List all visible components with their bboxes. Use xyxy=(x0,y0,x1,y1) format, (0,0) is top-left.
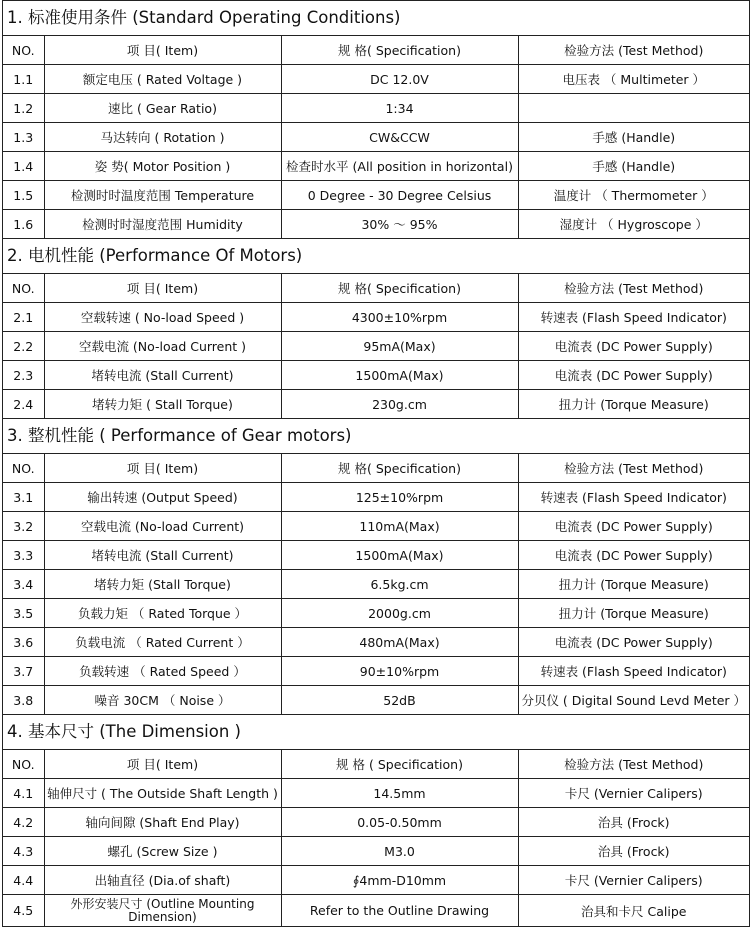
cell-method: 扭力计 (Torque Measure) xyxy=(518,570,749,599)
cell-no: 1.1 xyxy=(3,65,44,94)
cell-spec: 125±10%rpm xyxy=(281,483,518,512)
table-row xyxy=(3,210,749,239)
cell-item: 堵转电流 (Stall Current) xyxy=(44,361,281,390)
cell-spec: 1:34 xyxy=(281,94,518,123)
cell-spec: 30% ～ 95% xyxy=(281,210,518,239)
cell-spec: 检查时水平 (All position in horizontal) xyxy=(281,152,518,181)
cell-spec: Refer to the Outline Drawing xyxy=(281,895,518,927)
cell-spec: 1500mA(Max) xyxy=(281,361,518,390)
header-cell: NO. xyxy=(3,454,44,483)
cell-spec: M3.0 xyxy=(281,837,518,866)
cell-no: 3.8 xyxy=(3,686,44,715)
cell-item: 负载力矩 （ Rated Torque ） xyxy=(44,599,281,628)
spec-sheet xyxy=(2,0,750,927)
cell-no: 4.5 xyxy=(3,895,44,927)
cell-item: 轴向间隙 (Shaft End Play) xyxy=(44,808,281,837)
header-cell: NO. xyxy=(3,36,44,65)
table-row xyxy=(3,181,749,210)
spec-table xyxy=(3,274,749,419)
cell-item: 堵转电流 (Stall Current) xyxy=(44,541,281,570)
section-title: 3. 整机性能 ( Performance of Gear motors) xyxy=(3,419,749,454)
spec-table xyxy=(3,454,749,715)
cell-no: 3.1 xyxy=(3,483,44,512)
header-cell: 项 目( Item) xyxy=(44,454,281,483)
cell-no: 4.1 xyxy=(3,779,44,808)
table-row xyxy=(3,390,749,419)
cell-method: 卡尺 (Vernier Calipers) xyxy=(518,866,749,895)
cell-no: 3.5 xyxy=(3,599,44,628)
header-cell: 规 格( Specification) xyxy=(281,454,518,483)
table-header-row xyxy=(3,750,749,779)
cell-spec: ∮4mm-D10mm xyxy=(281,866,518,895)
table-row xyxy=(3,779,749,808)
table-row xyxy=(3,837,749,866)
cell-item: 噪音 30CM （ Noise ） xyxy=(44,686,281,715)
cell-method: 转速表 (Flash Speed Indicator) xyxy=(518,303,749,332)
cell-spec: 230g.cm xyxy=(281,390,518,419)
table-row xyxy=(3,570,749,599)
cell-item: 堵转力矩 ( Stall Torque) xyxy=(44,390,281,419)
cell-no: 1.3 xyxy=(3,123,44,152)
cell-no: 3.3 xyxy=(3,541,44,570)
cell-method: 手感 (Handle) xyxy=(518,152,749,181)
cell-item: 速比 ( Gear Ratio) xyxy=(44,94,281,123)
table-row xyxy=(3,512,749,541)
table-row xyxy=(3,628,749,657)
header-cell: NO. xyxy=(3,274,44,303)
cell-method xyxy=(518,94,749,123)
cell-method: 扭力计 (Torque Measure) xyxy=(518,599,749,628)
cell-item: 空载电流 (No-load Current) xyxy=(44,512,281,541)
table-row xyxy=(3,808,749,837)
cell-spec: DC 12.0V xyxy=(281,65,518,94)
cell-no: 2.3 xyxy=(3,361,44,390)
cell-spec: 480mA(Max) xyxy=(281,628,518,657)
table-row xyxy=(3,361,749,390)
cell-spec: 6.5kg.cm xyxy=(281,570,518,599)
table-header-row xyxy=(3,36,749,65)
cell-item: 输出转速 (Output Speed) xyxy=(44,483,281,512)
cell-no: 1.2 xyxy=(3,94,44,123)
cell-no: 3.4 xyxy=(3,570,44,599)
header-cell: 项 目( Item) xyxy=(44,36,281,65)
table-row xyxy=(3,895,749,927)
cell-spec: 2000g.cm xyxy=(281,599,518,628)
cell-item: 螺孔 (Screw Size ) xyxy=(44,837,281,866)
table-row xyxy=(3,152,749,181)
header-cell: 检验方法 (Test Method) xyxy=(518,750,749,779)
cell-no: 4.3 xyxy=(3,837,44,866)
cell-method: 治具 (Frock) xyxy=(518,837,749,866)
cell-spec: 90±10%rpm xyxy=(281,657,518,686)
table-row xyxy=(3,599,749,628)
cell-method: 治具和卡尺 Calipe xyxy=(518,895,749,927)
cell-spec: 110mA(Max) xyxy=(281,512,518,541)
table-row xyxy=(3,65,749,94)
table-row xyxy=(3,686,749,715)
cell-no: 1.4 xyxy=(3,152,44,181)
cell-method: 电流表 (DC Power Supply) xyxy=(518,628,749,657)
header-cell: 检验方法 (Test Method) xyxy=(518,274,749,303)
cell-item: 轴伸尺寸 ( The Outside Shaft Length ) xyxy=(44,779,281,808)
cell-no: 4.4 xyxy=(3,866,44,895)
cell-no: 1.6 xyxy=(3,210,44,239)
table-row xyxy=(3,541,749,570)
cell-spec: CW&CCW xyxy=(281,123,518,152)
header-cell: 规 格 ( Specification) xyxy=(281,750,518,779)
table-row xyxy=(3,657,749,686)
header-cell: 项 目( Item) xyxy=(44,750,281,779)
cell-no: 2.4 xyxy=(3,390,44,419)
cell-method: 手感 (Handle) xyxy=(518,123,749,152)
section-title: 2. 电机性能 (Performance Of Motors) xyxy=(3,239,749,274)
cell-item: 马达转向 ( Rotation ) xyxy=(44,123,281,152)
header-cell: 检验方法 (Test Method) xyxy=(518,36,749,65)
cell-item: 出轴直径 (Dia.of shaft) xyxy=(44,866,281,895)
cell-no: 2.2 xyxy=(3,332,44,361)
spec-table xyxy=(3,36,749,239)
header-cell: 检验方法 (Test Method) xyxy=(518,454,749,483)
cell-no: 3.6 xyxy=(3,628,44,657)
cell-no: 3.7 xyxy=(3,657,44,686)
cell-no: 1.5 xyxy=(3,181,44,210)
cell-item: 检测时时湿度范围 Humidity xyxy=(44,210,281,239)
cell-spec: 0 Degree - 30 Degree Celsius xyxy=(281,181,518,210)
table-row xyxy=(3,123,749,152)
cell-method: 电流表 (DC Power Supply) xyxy=(518,512,749,541)
cell-no: 3.2 xyxy=(3,512,44,541)
table-row xyxy=(3,303,749,332)
cell-item: 检测时时温度范围 Temperature xyxy=(44,181,281,210)
cell-spec: 52dB xyxy=(281,686,518,715)
cell-method: 电流表 (DC Power Supply) xyxy=(518,332,749,361)
header-cell: 项 目( Item) xyxy=(44,274,281,303)
header-cell: 规 格( Specification) xyxy=(281,274,518,303)
cell-method: 扭力计 (Torque Measure) xyxy=(518,390,749,419)
cell-method: 治具 (Frock) xyxy=(518,808,749,837)
cell-spec: 1500mA(Max) xyxy=(281,541,518,570)
spec-table xyxy=(3,750,749,926)
cell-spec: 14.5mm xyxy=(281,779,518,808)
header-cell: NO. xyxy=(3,750,44,779)
cell-method: 电流表 (DC Power Supply) xyxy=(518,541,749,570)
header-cell: 规 格( Specification) xyxy=(281,36,518,65)
cell-spec: 0.05-0.50mm xyxy=(281,808,518,837)
cell-item: 负载转速 （ Rated Speed ） xyxy=(44,657,281,686)
cell-method: 电压表 （ Multimeter ） xyxy=(518,65,749,94)
cell-item: 外形安装尺寸 (Outline Mounting Dimension) xyxy=(44,895,281,927)
cell-item: 负载电流 （ Rated Current ） xyxy=(44,628,281,657)
section-title: 4. 基本尺寸 (The Dimension ) xyxy=(3,715,749,750)
cell-method: 转速表 (Flash Speed Indicator) xyxy=(518,483,749,512)
table-row xyxy=(3,332,749,361)
table-row xyxy=(3,866,749,895)
cell-method: 温度计 （ Thermometer ） xyxy=(518,181,749,210)
cell-spec: 95mA(Max) xyxy=(281,332,518,361)
cell-method: 电流表 (DC Power Supply) xyxy=(518,361,749,390)
cell-spec: 4300±10%rpm xyxy=(281,303,518,332)
cell-method: 分贝仪 ( Digital Sound Levd Meter ） xyxy=(518,686,749,715)
table-header-row xyxy=(3,274,749,303)
cell-method: 卡尺 (Vernier Calipers) xyxy=(518,779,749,808)
cell-no: 2.1 xyxy=(3,303,44,332)
cell-item: 空载电流 (No-load Current ) xyxy=(44,332,281,361)
cell-method: 转速表 (Flash Speed Indicator) xyxy=(518,657,749,686)
cell-item: 堵转力矩 (Stall Torque) xyxy=(44,570,281,599)
cell-no: 4.2 xyxy=(3,808,44,837)
table-row xyxy=(3,483,749,512)
cell-item: 额定电压 ( Rated Voltage ) xyxy=(44,65,281,94)
table-row xyxy=(3,94,749,123)
table-header-row xyxy=(3,454,749,483)
cell-item: 空载转速 ( No-load Speed ) xyxy=(44,303,281,332)
section-title: 1. 标准使用条件 (Standard Operating Conditions) xyxy=(3,1,749,36)
cell-item: 姿 势( Motor Position ) xyxy=(44,152,281,181)
cell-method: 湿度计 （ Hygroscope ） xyxy=(518,210,749,239)
